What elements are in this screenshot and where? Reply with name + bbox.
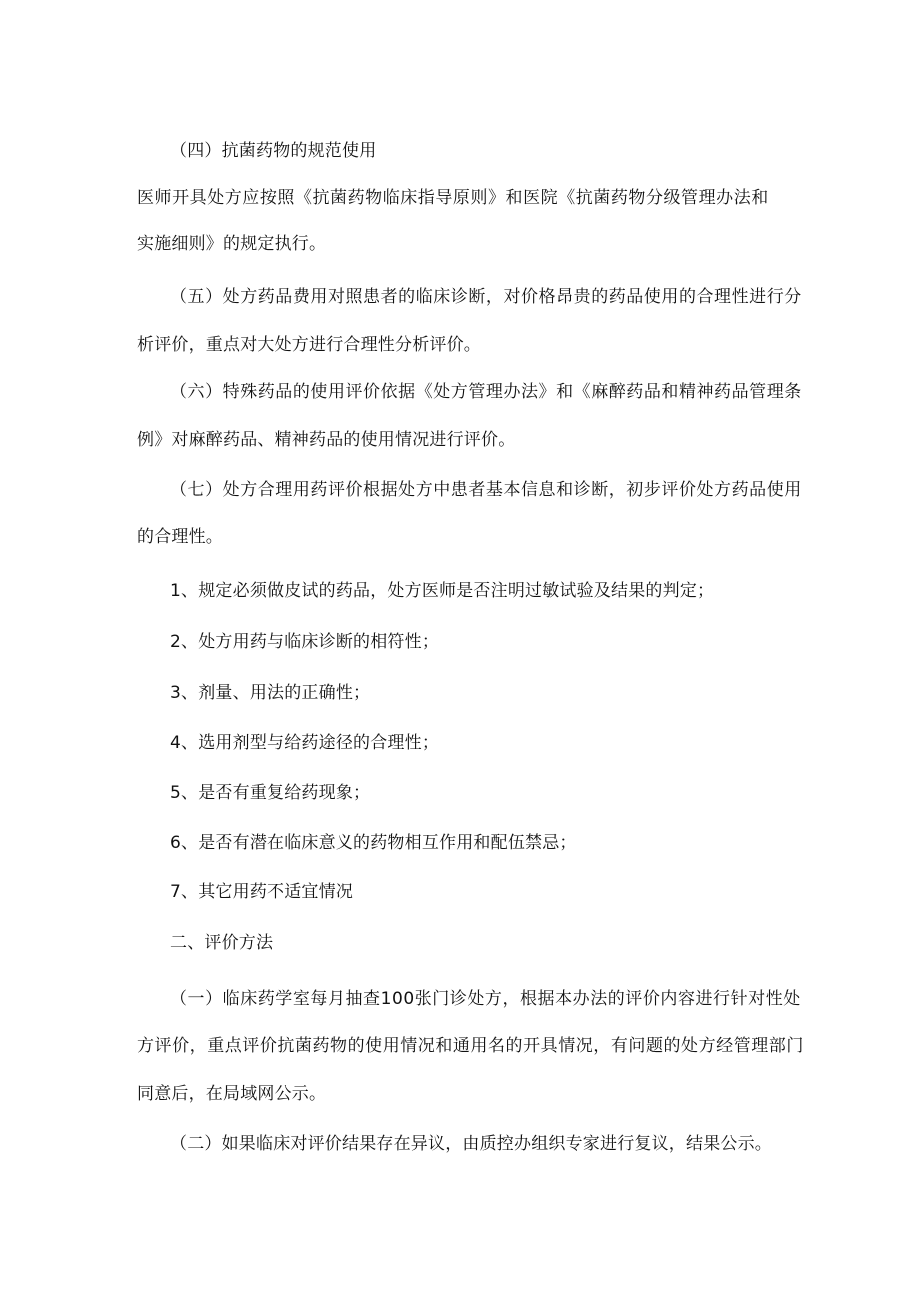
list-item: 7、其它用药不适宜情况	[170, 882, 354, 902]
paragraph-line: 析评价，重点对大处方进行合理性分析评价。	[137, 335, 481, 355]
list-item: 5、是否有重复给药现象；	[170, 783, 371, 803]
paragraph-line: （六）特殊药品的使用评价依据《处方管理办法》和《麻醉药品和精神药品管理条	[170, 382, 802, 402]
paragraph-line: （七）处方合理用药评价根据处方中患者基本信息和诊断，初步评价处方药品使用	[170, 480, 802, 500]
list-item: 4、选用剂型与给药途径的合理性；	[170, 733, 440, 753]
list-item: 1、规定必须做皮试的药品，处方医师是否注明过敏试验及结果的判定；	[170, 581, 715, 601]
paragraph-line: 的合理性。	[137, 527, 223, 547]
list-item: 2、处方用药与临床诊断的相符性；	[170, 632, 440, 652]
paragraph-line: 例》对麻醉药品、精神药品的使用情况进行评价。	[137, 430, 516, 450]
list-item: 3、剂量、用法的正确性；	[170, 683, 371, 703]
paragraph-line: 同意后，在局域网公示。	[137, 1084, 327, 1104]
paragraph-line: 医师开具处方应按照《抗菌药物临床指导原则》和医院《抗菌药物分级管理办法和	[137, 188, 769, 208]
paragraph-line: 实施细则》的规定执行。	[137, 234, 327, 254]
paragraph-line: （二）如果临床对评价结果存在异议，由质控办组织专家进行复议，结果公示。	[170, 1134, 772, 1154]
paragraph-line: （一）临床药学室每月抽查100张门诊处方，根据本办法的评价内容进行针对性处	[170, 989, 801, 1009]
list-item: 6、是否有潜在临床意义的药物相互作用和配伍禁忌；	[170, 833, 577, 853]
paragraph-line: 方评价，重点评价抗菌药物的使用情况和通用名的开具情况，有问题的处方经管理部门	[137, 1036, 804, 1056]
section-heading-4: （四）抗菌药物的规范使用	[170, 141, 377, 161]
section-heading-method: 二、评价方法	[170, 933, 274, 953]
paragraph-line: （五）处方药品费用对照患者的临床诊断，对价格昂贵的药品使用的合理性进行分	[170, 287, 802, 307]
